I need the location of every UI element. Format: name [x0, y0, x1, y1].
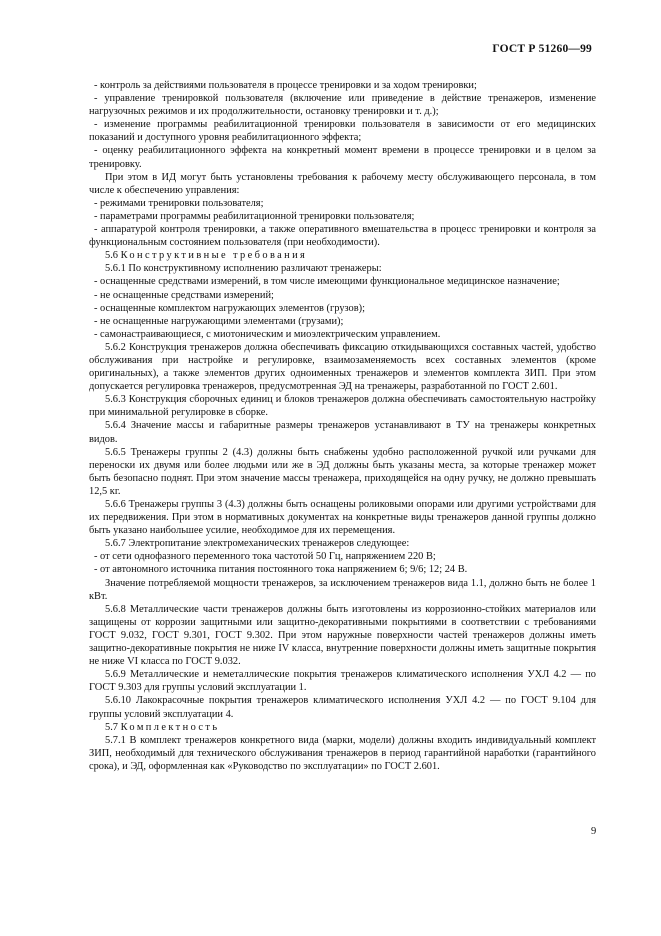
- paragraph: 5.6.7 Электропитание электромеханических тренажеров следующее:: [105, 538, 410, 550]
- paragraph: 5.6.3 Конструкция сборочных единиц и блоков тренажеров должна обеспечивать самостоятельную настройку при минимальной регулировке в сборке.: [89, 394, 596, 419]
- section-title: Конструктивные требования: [120, 250, 308, 262]
- list-item: - не оснащенные нагружающими элементами (грузами);: [94, 315, 344, 327]
- list-item: - управление тренировкой пользователя (включение или приведение в действие тренажеров, изменение нагрузочных режимов и их продолжительности, остановку тренировки и т. д.);: [89, 93, 596, 118]
- paragraph: 5.6.10 Лакокрасочные покрытия тренажеров климатического исполнения УХЛ 4.2 — по ГОСТ 9.104 для группы условий эксплуатации 4.: [89, 695, 596, 720]
- list-item: - аппаратурой контроля тренировки, а также оперативного вмешательства в процесс тренировки и контроля за функциональным состоянием пользователя (при необходимости).: [89, 224, 596, 249]
- paragraph: 5.6.5 Тренажеры группы 2 (4.3) должны быть снабжены удобно расположенной ручкой или ручками для переноски их двумя или более людьми или же в ЭД должны быть указаны места, за которые тренажер может быть безопасно поднят. При этом значение массы тренажера, приходящейся на одну ручку, не должно превышать 12,5 кг.: [89, 446, 596, 497]
- list-item: - оснащенные средствами измерений, в том числе имеющими функциональное медицинское назначение;: [94, 276, 560, 288]
- paragraph: При этом в ИД могут быть установлены требования к рабочему месту обслуживающего персонала, в том числе к обеспечению управления:: [89, 171, 596, 196]
- list-item: - режимами тренировки пользователя;: [94, 197, 264, 209]
- document-header: ГОСТ Р 51260—99: [492, 43, 592, 55]
- paragraph: 5.6.9 Металлические и неметаллические покрытия тренажеров климатического исполнения УХЛ 4.2 — по ГОСТ 9.303 для группы условий эксплуатации 1.: [89, 669, 596, 694]
- list-item: - оснащенные комплектом нагружающих элементов (грузов);: [94, 302, 366, 314]
- list-item: - контроль за действиями пользователя в процессе тренировки и за ходом тренировки;: [94, 80, 477, 91]
- list-item: - параметрами программы реабилитационной тренировки пользователя;: [94, 210, 415, 222]
- page-number: 9: [591, 826, 597, 837]
- paragraph: 5.6.2 Конструкция тренажеров должна обеспечивать фиксацию откидывающихся составных частей, удобство обслуживания при настройке и регулировке, взаимозаменяемость всех составных элементов (кроме оригинальных), а также элементов других одноименных тренажеров и элементов комплекта ЗИП. При этом допускается регулировка тренажеров, предусмотренная ЭД на тренажеры, разработанной по ГОСТ 2.601.: [89, 341, 596, 393]
- paragraph: 5.6.1 По конструктивному исполнению различают тренажеры:: [105, 263, 382, 275]
- paragraph: 5.6.8 Металлические части тренажеров должны быть изготовлены из коррозионно-стойких материалов или защищены от коррозии защитными или защитно-декоративными покрытиями в соответствии с требованиями ГОСТ 9.032, ГОСТ 9.301, ГОСТ 9.302. При этом наружные поверхности частей тренажеров должны иметь защитно-декоративные покрытия не ниже IV класса, внутренние поверхности должны иметь защитные покрытия не ниже VI класса по ГОСТ 9.032.: [89, 603, 596, 668]
- list-item: - от автономного источника питания постоянного тока напряжением 6; 9/6; 12; 24 В.: [94, 564, 468, 576]
- section-title: Комплектность: [120, 721, 220, 733]
- paragraph: Значение потребляемой мощности тренажеров, за исключением тренажеров вида 1.1, должно быть не более 1 кВт.: [89, 577, 596, 602]
- document-body: [89, 79, 596, 773]
- list-item: - оценку реабилитационного эффекта на конкретный момент времени в процессе тренировки и в целом за тренировку.: [89, 145, 596, 170]
- list-item: - самонастраивающиеся, с миотоническим и миоэлектрическим управлением.: [94, 328, 441, 340]
- list-item: - от сети однофазного переменного тока частотой 50 Гц, напряжением 220 В;: [94, 551, 436, 563]
- section-heading: [89, 249, 596, 262]
- paragraph: 5.6.4 Значение массы и габаритные размеры тренажеров устанавливают в ТУ на тренажеры конкретных видов.: [89, 420, 596, 445]
- section-number: 5.6: [105, 250, 118, 262]
- paragraph: 5.6.6 Тренажеры группы 3 (4.3) должны быть оснащены роликовыми опорами или другими устройствами для их передвижения. При этом в нормативных документах на конкретные виды тренажеров данной группы должно быть указано наибольшее усилие, необходимое для их перемещения.: [89, 499, 596, 537]
- list-item: - изменение программы реабилитационной тренировки пользователя в зависимости от его медицинских показаний и доступного уровня реабилитационного эффекта;: [89, 119, 596, 144]
- section-heading: [89, 721, 596, 734]
- section-number: 5.7: [105, 721, 118, 733]
- paragraph: 5.7.1 В комплект тренажеров конкретного вида (марки, модели) должны входить индивидуальный комплект ЗИП, необходимый для технического обслуживания тренажеров в период гарантийной наработки (гарантийного срока), и ЭД, оформленная как «Руководство по эксплуатации» по ГОСТ 2.601.: [89, 734, 596, 772]
- list-item: - не оснащенные средствами измерений;: [94, 289, 274, 301]
